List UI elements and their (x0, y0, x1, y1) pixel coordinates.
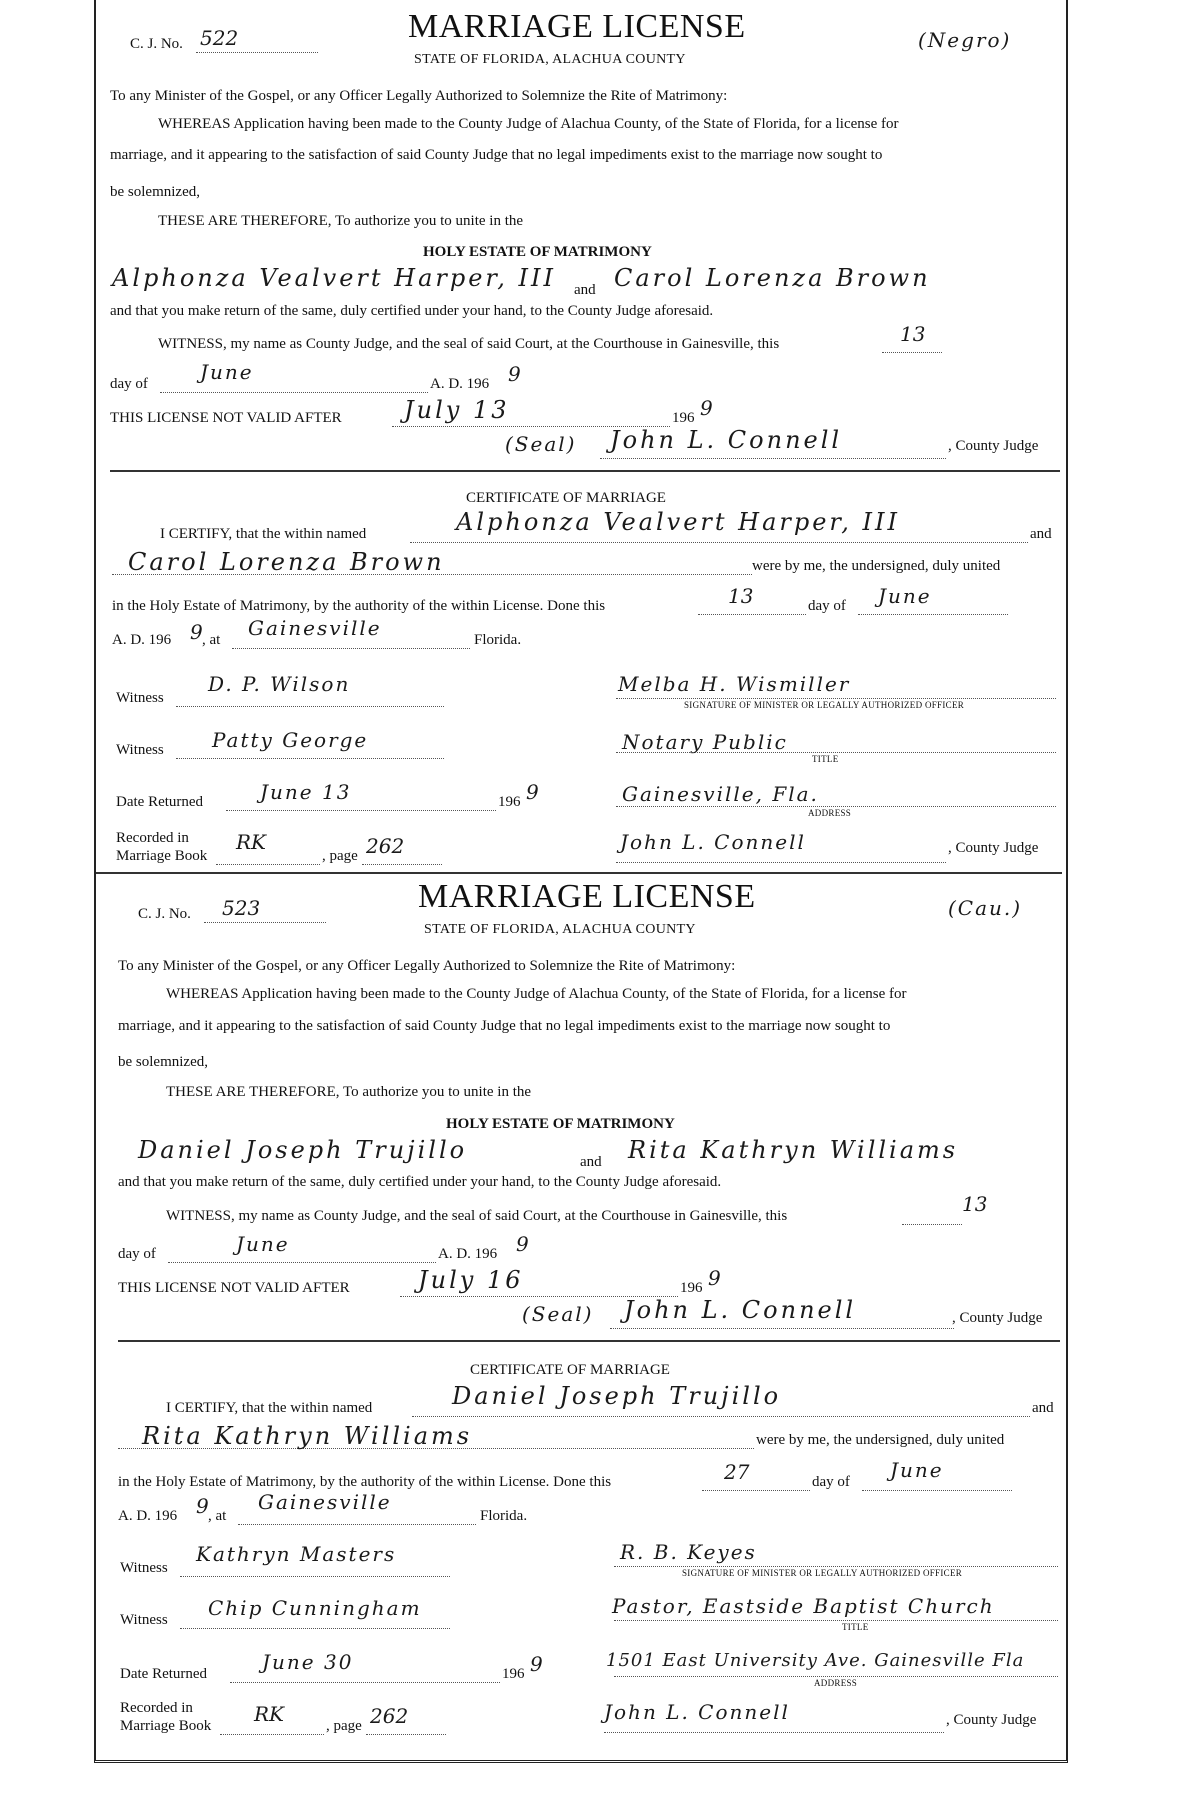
cert-place-line (238, 1524, 476, 1525)
valid-until: July 16 (418, 1266, 524, 1294)
title-caption: TITLE (842, 1622, 869, 1632)
cert-day-of-label: day of (808, 598, 846, 614)
whereas-line-1: WHEREAS Application having been made to the County Judge of Alachua County, of the State of Florida, for a license for (158, 116, 899, 132)
page-value: 262 (366, 834, 405, 858)
witness-1-label: Witness (120, 1560, 168, 1576)
page-line (362, 864, 442, 865)
valid-year-digit: 9 (700, 396, 713, 420)
officer-title: Pastor, Eastside Baptist Church (612, 1594, 995, 1618)
not-valid-label: THIS LICENSE NOT VALID AFTER (118, 1280, 350, 1296)
marriage-book-label: Marriage Book (120, 1718, 212, 1734)
margin-note: (Cau.) (948, 896, 1023, 920)
cert-day-of-label: day of (812, 1474, 850, 1490)
therefore-line: THESE ARE THEREFORE, To authorize you to unite in the (166, 1084, 532, 1100)
county-judge-label: , County Judge (948, 438, 1039, 454)
holy-estate-heading: HOLY ESTATE OF MATRIMONY (446, 1116, 675, 1132)
cj-number: 523 (222, 896, 261, 920)
page-label: , page (326, 1718, 362, 1734)
witness-statement: WITNESS, my name as County Judge, and the seal of said Court, at the Courthouse in Gainesville, this (158, 336, 780, 352)
month-line (160, 392, 428, 393)
and-label: and (574, 282, 596, 298)
officer-address-line (614, 1676, 1058, 1677)
witness-statement: WITNESS, my name as County Judge, and the seal of said Court, at the Courthouse in Gainesville, this (166, 1208, 788, 1224)
month-line (168, 1262, 436, 1263)
cert-bride-name: Rita Kathryn Williams (142, 1422, 473, 1450)
cert-month: June (878, 584, 932, 608)
date-returned-value: June 13 (260, 780, 352, 804)
cj-number: 522 (200, 26, 239, 50)
date-returned-line (226, 810, 496, 811)
cert-day-line (702, 1490, 810, 1491)
issue-month: June (200, 360, 254, 384)
issue-day: 13 (900, 322, 926, 346)
address-line: To any Minister of the Gospel, or any Officer Legally Authorized to Solemnize the Rite of Matrimony: (118, 958, 736, 974)
cert-month-line (862, 1490, 1012, 1491)
seal-mark: (Seal) (522, 1302, 594, 1326)
whereas-line-2: marriage, and it appearing to the satisfaction of said County Judge that no legal impediments exist to the marriage now sought to (118, 1018, 891, 1034)
groom-name: Alphonza Vealvert Harper, III (112, 264, 556, 292)
license-subtitle: STATE OF FLORIDA, ALACHUA COUNTY (414, 52, 686, 67)
cert-groom-name: Daniel Joseph Trujillo (452, 1382, 782, 1410)
cert-holy-line: in the Holy Estate of Matrimony, by the authority of the within License. Done this (112, 598, 606, 614)
date-returned-line (230, 1682, 500, 1683)
cert-day: 13 (728, 584, 754, 608)
judge-signature-2: John L. Connell (604, 1700, 790, 1724)
valid-year-prefix: 196 (680, 1280, 703, 1296)
county-judge-label-2: , County Judge (948, 840, 1039, 856)
whereas-line-3: be solemnized, (110, 184, 200, 200)
witness-1-label: Witness (116, 690, 164, 706)
cert-and-label: and (1030, 526, 1052, 542)
witness-2-signature: Patty George (212, 728, 369, 752)
issue-year-digit: 9 (516, 1232, 529, 1256)
and-label: and (580, 1154, 602, 1170)
cert-month-line (858, 614, 1008, 615)
certificate-title: CERTIFICATE OF MARRIAGE (470, 1362, 670, 1378)
certificate-title: CERTIFICATE OF MARRIAGE (466, 490, 666, 506)
cert-groom-line (410, 542, 1028, 543)
therefore-line: THESE ARE THEREFORE, To authorize you to unite in the (158, 213, 524, 229)
return-line: and that you make return of the same, duly certified under your hand, to the County Judge aforesaid. (110, 303, 714, 319)
return-year-digit: 9 (530, 1652, 543, 1676)
issue-month: June (236, 1232, 290, 1256)
address-line: To any Minister of the Gospel, or any Officer Legally Authorized to Solemnize the Rite of Matrimony: (110, 88, 728, 104)
whereas-line-1: WHEREAS Application having been made to the County Judge of Alachua County, of the State of Florida, for a license for (166, 986, 907, 1002)
cj-label: C. J. No. (130, 36, 183, 52)
license-separator (96, 872, 1062, 874)
witness-1-line (176, 706, 444, 707)
cert-place: Gainesville (258, 1490, 392, 1514)
day-line (902, 1224, 962, 1225)
judge-sig-line (610, 1328, 954, 1329)
officer-signature: R. B. Keyes (620, 1540, 757, 1564)
cert-groom-line (412, 1416, 1030, 1417)
officer-caption: SIGNATURE OF MINISTER OR LEGALLY AUTHORIZED OFFICER (682, 1568, 963, 1578)
cert-year-digit: 9 (196, 1494, 209, 1518)
witness-2-label: Witness (120, 1612, 168, 1628)
marriage-book-label: Marriage Book (116, 848, 208, 864)
cj-line (204, 922, 326, 923)
officer-sig-line (616, 698, 1056, 699)
cert-united-label: were by me, the undersigned, duly united (752, 558, 1001, 574)
officer-caption: SIGNATURE OF MINISTER OR LEGALLY AUTHORIZED OFFICER (684, 700, 965, 710)
license-title: MARRIAGE LICENSE (418, 878, 756, 915)
cert-place: Gainesville (248, 616, 382, 640)
officer-address-line (616, 806, 1056, 807)
section-divider (110, 470, 1060, 472)
holy-estate-heading: HOLY ESTATE OF MATRIMONY (423, 244, 652, 260)
witness-1-line (180, 1576, 450, 1577)
seal-mark: (Seal) (505, 432, 577, 456)
section-divider (118, 1340, 1060, 1342)
cert-day: 27 (724, 1460, 750, 1484)
cert-at-label: , at (208, 1508, 227, 1524)
cert-ad-label: A. D. 196 (118, 1508, 178, 1524)
book-line (216, 864, 320, 865)
book-value: RK (236, 830, 266, 854)
return-year-prefix: 196 (498, 794, 521, 810)
cert-groom-name: Alphonza Vealvert Harper, III (456, 508, 900, 536)
whereas-line-3: be solemnized, (118, 1054, 208, 1070)
address-caption: ADDRESS (808, 808, 852, 818)
cert-ad-label: A. D. 196 (112, 632, 172, 648)
ad-label: A. D. 196 (430, 376, 490, 392)
return-line: and that you make return of the same, duly certified under your hand, to the County Judge aforesaid. (118, 1174, 722, 1190)
cert-and-label: and (1032, 1400, 1054, 1416)
witness-1-signature: D. P. Wilson (208, 672, 351, 696)
valid-until: July 13 (404, 396, 510, 424)
address-caption: ADDRESS (814, 1678, 858, 1688)
page-value: 262 (370, 1704, 409, 1728)
witness-1-signature: Kathryn Masters (196, 1542, 397, 1566)
page-label: , page (322, 848, 358, 864)
witness-2-label: Witness (116, 742, 164, 758)
officer-address: 1501 East University Ave. Gainesville Fla (606, 1650, 1025, 1671)
officer-title: Notary Public (622, 730, 788, 754)
judge-sig-2-line (604, 1732, 944, 1733)
recorded-in-label: Recorded in (116, 830, 189, 846)
cert-month: June (890, 1458, 944, 1482)
florida-label: Florida. (480, 1508, 528, 1524)
officer-signature: Melba H. Wismiller (618, 672, 851, 696)
judge-signature-2: John L. Connell (620, 830, 806, 854)
cert-holy-line: in the Holy Estate of Matrimony, by the authority of the within License. Done this (118, 1474, 612, 1490)
day-of-label: day of (110, 376, 148, 392)
title-caption: TITLE (812, 754, 839, 764)
whereas-line-2: marriage, and it appearing to the satisfaction of said County Judge that no legal impediments exist to the marriage now sought to (110, 147, 883, 163)
officer-title-line (616, 752, 1056, 753)
issue-year-digit: 9 (508, 362, 521, 386)
recorded-in-label: Recorded in (120, 1700, 193, 1716)
judge-sig-2-line (616, 862, 946, 863)
page-line (366, 1734, 446, 1735)
judge-signature: John L. Connell (610, 426, 843, 454)
day-of-label: day of (118, 1246, 156, 1262)
judge-sig-line (600, 458, 946, 459)
cert-year-digit: 9 (190, 620, 203, 644)
day-line (882, 352, 942, 353)
date-returned-label: Date Returned (116, 794, 204, 810)
county-judge-label: , County Judge (952, 1310, 1043, 1326)
cert-bride-name: Carol Lorenza Brown (128, 548, 445, 576)
license-title: MARRIAGE LICENSE (408, 8, 746, 45)
witness-2-signature: Chip Cunningham (208, 1596, 422, 1620)
officer-title-line (614, 1620, 1058, 1621)
cert-at-label: , at (202, 632, 221, 648)
date-returned-label: Date Returned (120, 1666, 208, 1682)
bride-name: Rita Kathryn Williams (628, 1136, 959, 1164)
groom-name: Daniel Joseph Trujillo (138, 1136, 468, 1164)
license-subtitle: STATE OF FLORIDA, ALACHUA COUNTY (424, 922, 696, 937)
valid-year-digit: 9 (708, 1266, 721, 1290)
bride-name: Carol Lorenza Brown (614, 264, 931, 292)
witness-2-line (180, 1628, 450, 1629)
florida-label: Florida. (474, 632, 522, 648)
certify-label: I CERTIFY, that the within named (160, 526, 367, 542)
county-judge-label-2: , County Judge (946, 1712, 1037, 1728)
officer-sig-line (614, 1566, 1058, 1567)
officer-address: Gainesville, Fla. (622, 782, 819, 806)
cj-label: C. J. No. (138, 906, 191, 922)
witness-2-line (176, 758, 444, 759)
book-line (220, 1734, 324, 1735)
cert-place-line (232, 648, 470, 649)
valid-year-prefix: 196 (672, 410, 695, 426)
cert-day-line (698, 614, 806, 615)
not-valid-label: THIS LICENSE NOT VALID AFTER (110, 410, 342, 426)
judge-signature: John L. Connell (624, 1296, 857, 1324)
book-value: RK (254, 1702, 284, 1726)
margin-note: (Negro) (918, 28, 1012, 52)
cj-line (196, 52, 318, 53)
date-returned-value: June 30 (262, 1650, 354, 1674)
return-year-digit: 9 (526, 780, 539, 804)
cert-united-label: were by me, the undersigned, duly united (756, 1432, 1005, 1448)
issue-day: 13 (962, 1192, 988, 1216)
certify-label: I CERTIFY, that the within named (166, 1400, 373, 1416)
ad-label: A. D. 196 (438, 1246, 498, 1262)
return-year-prefix: 196 (502, 1666, 525, 1682)
